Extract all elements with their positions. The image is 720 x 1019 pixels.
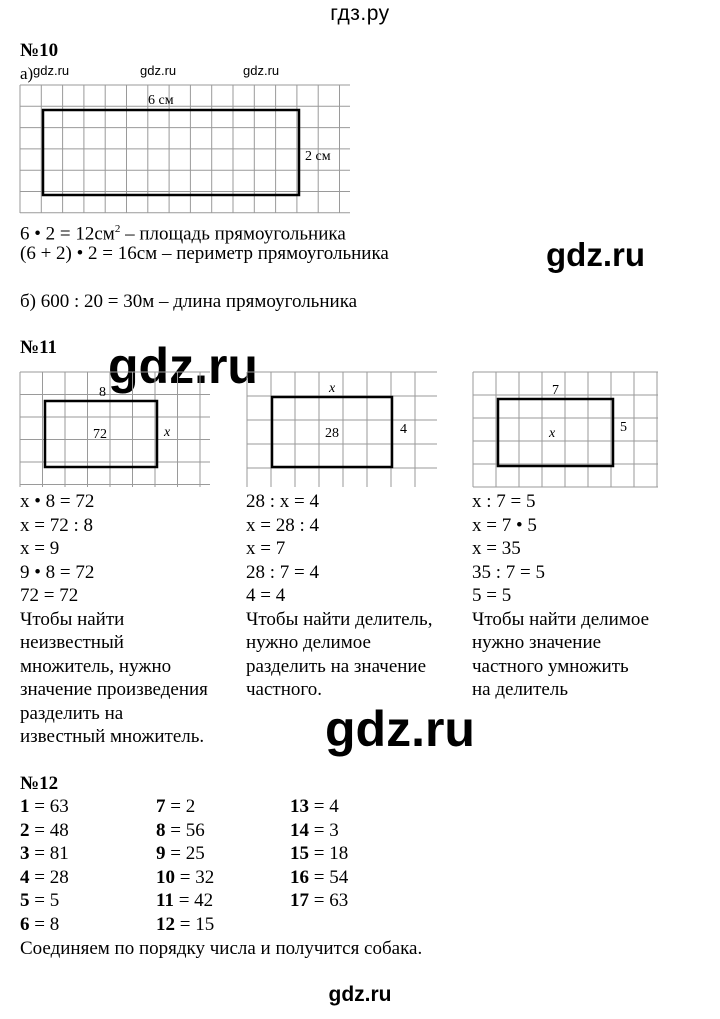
site-header[interactable]: гдз.ру <box>330 2 390 25</box>
task12-item <box>156 889 214 913</box>
task11-col2-line: 28 : 7 = 4 <box>246 561 319 583</box>
task11-grid-2 <box>247 372 437 487</box>
task12-column-1 <box>20 795 69 936</box>
task11-col3-line: нужно значение <box>472 632 602 653</box>
task12-item-value: = 56 <box>165 819 205 841</box>
task11-col1-line: x = 9 <box>20 538 60 559</box>
watermark-small-1: gdz.ru <box>33 63 70 78</box>
task10-area-sup: 2 <box>114 223 121 235</box>
task12-item <box>290 819 348 843</box>
task11-col1-line: известный множитель. <box>20 726 205 747</box>
task11-column-3 <box>472 490 649 702</box>
task11-col3-line: x = 35 <box>472 538 521 559</box>
task11-col2-line: нужно делимое <box>246 632 371 653</box>
task10-width-label: 6 см <box>148 93 174 108</box>
task12-item <box>20 889 69 913</box>
task12-item <box>156 819 214 843</box>
task12-item-value: = 28 <box>29 866 69 888</box>
task12-item-number: 14 <box>290 819 309 841</box>
task12-item-number: 3 <box>20 843 30 864</box>
task10-perimeter-line: (6 + 2) • 2 = 16см – периметр прямоугольника <box>20 243 389 264</box>
task12-title: №12 <box>20 773 59 794</box>
task12-item <box>20 913 69 937</box>
task11-col1-line: разделить на <box>20 702 124 724</box>
task12-item-number: 6 <box>20 913 30 935</box>
watermark-big-3: gdz.ru <box>325 701 475 757</box>
task12-item-number: 17 <box>290 890 309 911</box>
task12-item-number: 16 <box>290 866 309 888</box>
task12-item-value: = 81 <box>29 843 69 864</box>
task11-col2-line: 4 = 4 <box>246 585 286 606</box>
task11-col1-line: x • 8 = 72 <box>20 491 95 512</box>
task11-col2-line: частного. <box>246 679 322 700</box>
task12-item <box>156 842 214 866</box>
task11-rect-3 <box>498 399 613 466</box>
task12-item <box>156 913 214 937</box>
footer-site-link[interactable]: gdz.ru <box>328 983 392 1006</box>
task11-col3-line: 35 : 7 = 5 <box>472 561 545 583</box>
task11-col3-line: x = 7 • 5 <box>472 514 537 536</box>
task12-item-number: 12 <box>156 913 175 935</box>
task12-item-value: = 42 <box>173 890 214 911</box>
task12-item <box>20 819 69 843</box>
task12-item-value: = 32 <box>175 866 215 888</box>
task12-item-number: 5 <box>20 890 30 911</box>
task12-item-number: 15 <box>290 843 309 864</box>
task10-area-text: 6 • 2 = 12см <box>20 223 115 245</box>
task11-fig2-center: 28 <box>325 426 339 441</box>
task12-item-value: = 8 <box>29 913 60 935</box>
task10-title: №10 <box>20 40 59 61</box>
task11-col1-line: 72 = 72 <box>20 585 79 606</box>
task12-item <box>20 842 69 866</box>
task12-item <box>290 795 348 819</box>
task12-column-2 <box>156 795 214 936</box>
task12-item-number: 7 <box>156 796 166 817</box>
task11-fig3-center: x <box>549 426 556 441</box>
task11-col3-line: на делитель <box>472 679 568 700</box>
watermark-small-2: gdz.ru <box>140 63 177 78</box>
task12-item <box>20 866 69 890</box>
task11-col2-line: Чтобы найти делитель, <box>246 608 433 630</box>
task11-fig2-side: 4 <box>400 422 407 437</box>
task11-col1-line: 9 • 8 = 72 <box>20 561 95 583</box>
task12-item <box>156 866 214 890</box>
task11-col1-line: x = 72 : 8 <box>20 514 93 536</box>
task10-area-text-post: – площадь прямоугольника <box>120 223 346 245</box>
task12-item-number: 11 <box>156 890 174 911</box>
task11-col2-line: 28 : x = 4 <box>246 491 319 512</box>
task11-col2-line: разделить на значение <box>246 655 427 677</box>
task12-item <box>20 795 69 819</box>
task12-item-value: = 4 <box>309 796 339 817</box>
task11-grid-3 <box>473 372 658 487</box>
task11-col1-line: значение произведения <box>20 679 208 700</box>
task12-item-number: 10 <box>156 866 175 888</box>
task12-item-number: 4 <box>20 866 30 888</box>
task12-item-value: = 5 <box>29 890 60 911</box>
task12-item-number: 2 <box>20 819 30 841</box>
task11-fig3-side: 5 <box>620 420 627 435</box>
watermark-big-2: gdz.ru <box>108 338 258 394</box>
task12-column-3 <box>290 795 348 913</box>
task12-item-value: = 2 <box>165 796 196 817</box>
task11-fig1-top: 8 <box>99 385 106 400</box>
task12-item <box>290 842 348 866</box>
task12-item <box>290 889 348 913</box>
task12-item-value: = 63 <box>309 890 349 911</box>
task12-item-value: = 25 <box>165 843 205 864</box>
task12-item-value: = 15 <box>175 913 215 935</box>
task12-item-number: 8 <box>156 819 166 841</box>
task12-item <box>290 866 348 890</box>
task10-part-b-line: б) 600 : 20 = 30м – длина прямоугольника <box>20 291 358 312</box>
task12-item-value: = 18 <box>309 843 349 864</box>
task10-part-a: а) <box>20 64 34 83</box>
watermark-small-3: gdz.ru <box>243 63 280 78</box>
task12-item-value: = 3 <box>309 819 339 841</box>
task11-fig2-top: x <box>329 381 336 396</box>
task12-conclusion: Соединяем по порядку числа и получится собака. <box>20 938 423 959</box>
task10-height-label: 2 см <box>305 149 331 164</box>
task12-item-value: = 48 <box>29 819 69 841</box>
task12-item-value: = 63 <box>29 796 69 817</box>
task12-item <box>156 795 214 819</box>
task11-col3-line: Чтобы найти делимое <box>472 608 650 630</box>
task11-fig1-center: 72 <box>93 427 107 442</box>
task11-fig3-top: 7 <box>552 383 559 398</box>
task11-col1-line: неизвестный <box>20 632 124 653</box>
task11-col1-line: Чтобы найти <box>20 608 125 630</box>
task12-item-number: 1 <box>20 796 30 817</box>
task12-item-number: 9 <box>156 843 166 864</box>
task11-col2-line: x = 28 : 4 <box>246 514 319 536</box>
task11-col3-line: x : 7 = 5 <box>472 491 536 512</box>
task11-col3-line: частного умножить <box>472 655 629 677</box>
task11-col3-line: 5 = 5 <box>472 585 512 606</box>
task11-title: №11 <box>20 337 58 358</box>
task11-column-2 <box>246 490 432 702</box>
task11-fig1-side: x <box>164 425 171 440</box>
task11-grid-1 <box>20 372 210 487</box>
task11-col2-line: x = 7 <box>246 538 286 559</box>
watermark-big-1: gdz.ru <box>546 236 645 273</box>
task12-item-number: 13 <box>290 796 309 817</box>
task12-item-value: = 54 <box>309 866 349 888</box>
task11-col1-line: множитель, нужно <box>20 655 172 677</box>
task11-column-1 <box>20 490 208 749</box>
